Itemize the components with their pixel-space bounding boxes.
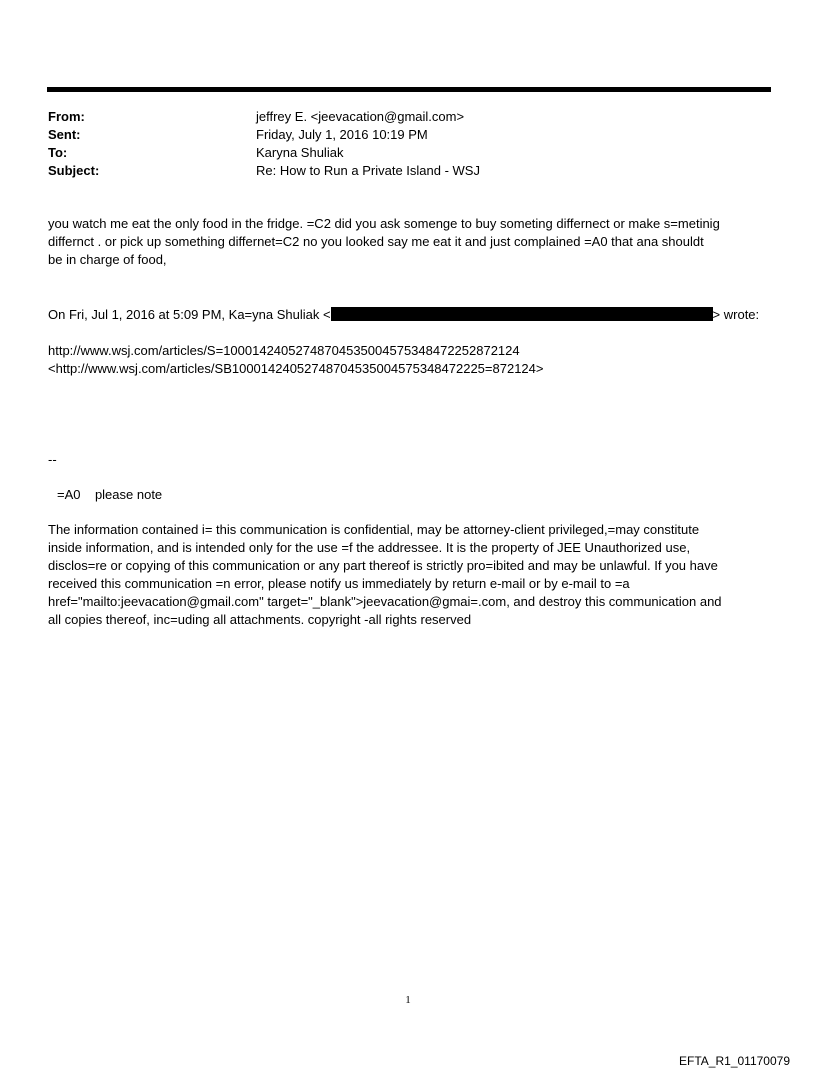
disclaimer-line: disclos=re or copying of this communication or any part thereof is strictly pro=ibited and may be unlawful. If you have — [48, 558, 718, 573]
confidentiality-disclaimer — [48, 521, 770, 629]
disclaimer-line: received this communication =n error, please notify us immediately by return e-mail or by e-mail to =a — [48, 576, 630, 591]
sent-value: Friday, July 1, 2016 10:19 PM — [256, 127, 428, 142]
from-label: From: — [48, 109, 85, 124]
from-value: jeffrey E. <jeevacation@gmail.com> — [256, 109, 465, 124]
message-body — [48, 215, 770, 269]
url-line: <http://www.wsj.com/articles/SB10001424052748704535004575348472225=872124> — [48, 361, 544, 376]
header-sent — [48, 126, 768, 144]
body-line: you watch me eat the only food in the fridge. =C2 did you ask somenge to buy someting differnect or make s=metinig — [48, 216, 720, 231]
disclaimer-line: inside information, and is intended only for the use =f the addressee. It is the property of JEE Unauthorized use, — [48, 540, 691, 555]
header-from — [48, 108, 768, 126]
quote-attribution — [48, 306, 770, 324]
disclaimer-line: all copies thereof, inc=uding all attachments. copyright -all rights reserved — [48, 612, 472, 627]
email-header — [48, 108, 768, 180]
quote-prefix: On Fri, Jul 1, 2016 at 5:09 PM, Ka=yna Shuliak < — [48, 307, 331, 322]
to-label: To: — [48, 145, 68, 160]
header-rule — [47, 87, 771, 92]
quote-suffix: > wrote: — [712, 307, 760, 322]
header-subject — [48, 162, 768, 180]
sent-label: Sent: — [48, 127, 81, 142]
subject-value: Re: How to Run a Private Island - WSJ — [256, 163, 480, 178]
subject-label: Subject: — [48, 163, 100, 178]
signature-separator: -- — [48, 452, 57, 467]
please-note: =A0 please note — [57, 487, 163, 502]
disclaimer-line: The information contained i= this communication is confidential, may be attorney-client privileged,=may constitute — [48, 522, 700, 537]
to-value: Karyna Shuliak — [256, 145, 344, 160]
url-line: http://www.wsj.com/articles/S=10001424052748704535004575348472252872124 — [48, 343, 520, 358]
disclaimer-line: href="mailto:jeevacation@gmail.com" target="_blank">jeevacation@gmai=.com, and destroy this communication and — [48, 594, 722, 609]
redaction-block — [331, 307, 713, 321]
quoted-urls — [48, 342, 770, 378]
bates-number: EFTA_R1_01170079 — [679, 1054, 790, 1068]
page-number: 1 — [405, 994, 411, 1006]
body-line: differnct . or pick up something differnet=C2 no you looked say me eat it and just complained =A0 that ana shouldt — [48, 234, 704, 249]
header-to — [48, 144, 768, 162]
body-line: be in charge of food, — [48, 252, 167, 267]
